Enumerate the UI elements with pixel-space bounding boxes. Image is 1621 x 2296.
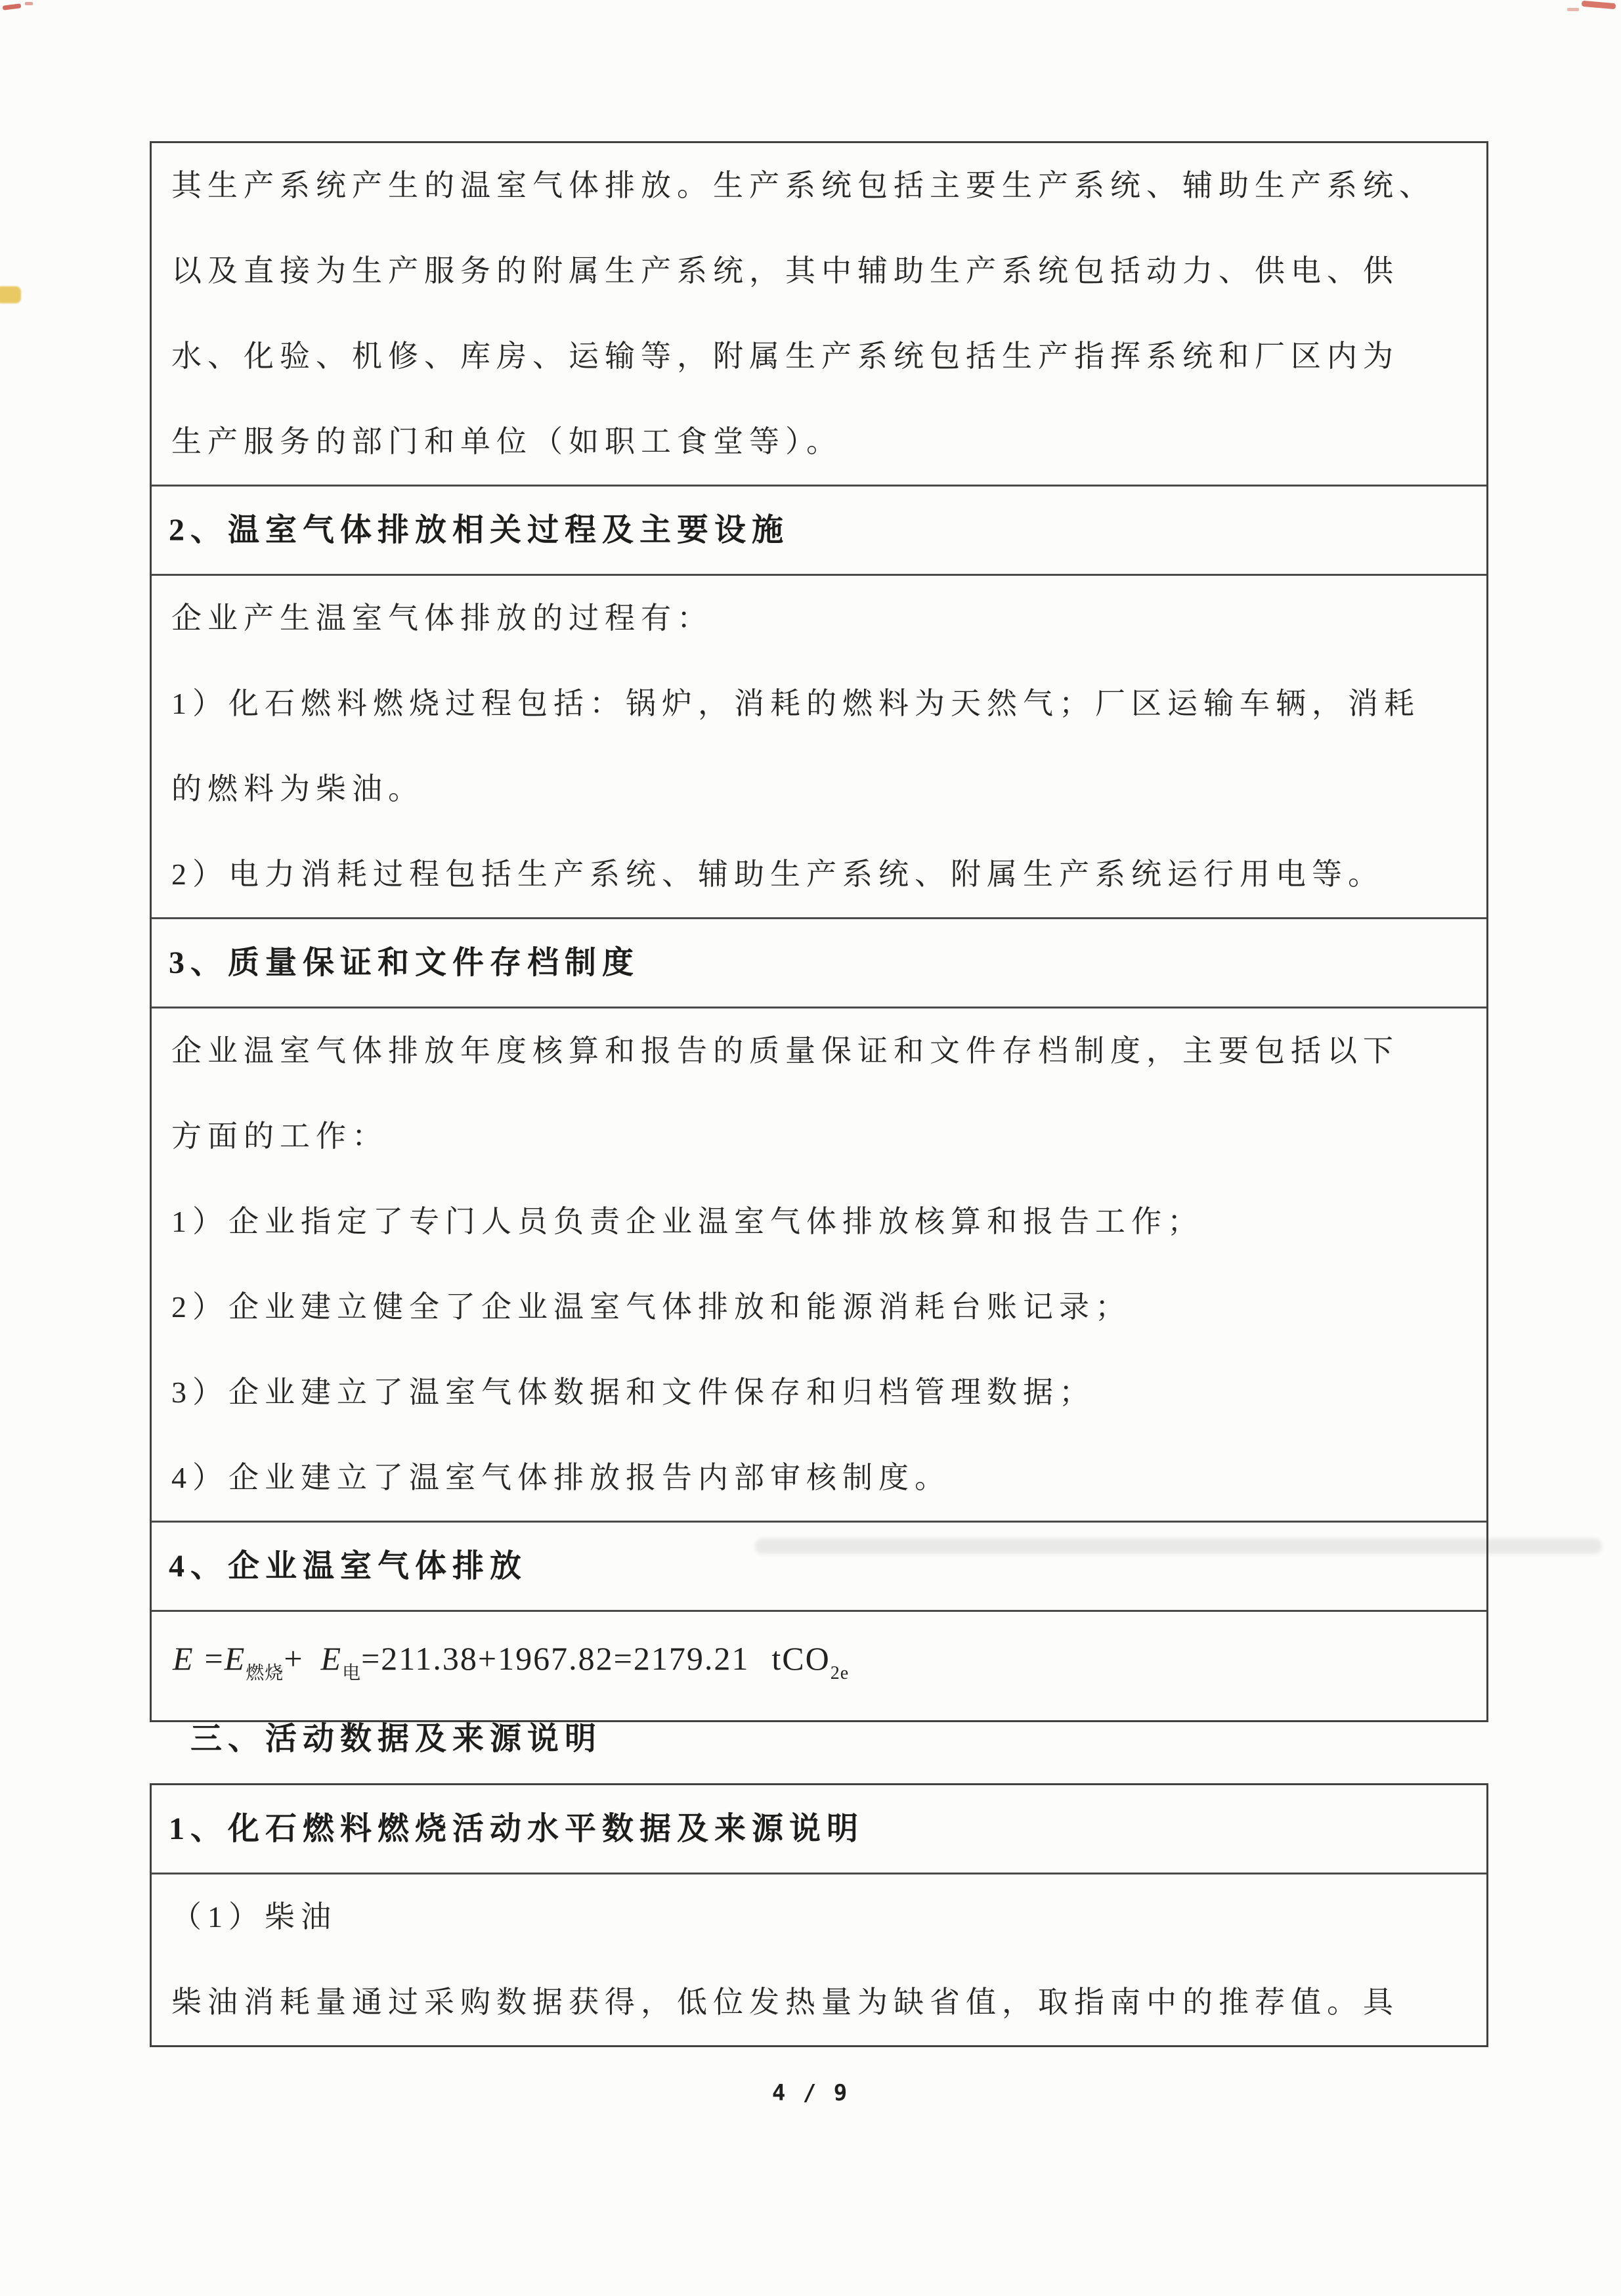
paragraph-line: 1）企业指定了专门人员负责企业温室气体排放核算和报告工作； <box>171 1205 1203 1238</box>
paragraph-line: 生产服务的部门和单位（如职工食堂等）。 <box>171 425 842 458</box>
quality-assurance-paragraph <box>152 1007 1486 1521</box>
scan-artifact-red-top-left <box>3 3 22 10</box>
page-number: 4 / 9 <box>771 2080 850 2106</box>
paragraph-line: 以及直接为生产服务的附属生产系统，其中辅助生产系统包括动力、供电、供 <box>171 254 1399 288</box>
paragraph-line: 1）化石燃料燃烧过程包括：锅炉，消耗的燃料为天然气；厂区运输车辆，消耗 <box>171 687 1420 720</box>
paragraph-line: 2）电力消耗过程包括生产系统、辅助生产系统、附属生产系统运行用电等。 <box>171 857 1384 891</box>
emission-process-paragraph <box>152 574 1486 917</box>
formula-lhs-E: E <box>173 1640 194 1677</box>
formula-unit-subscript: 2e <box>830 1663 850 1683</box>
paragraph-line: 柴油消耗量通过采购数据获得，低位发热量为缺省值，取指南中的推荐值。具 <box>171 1985 1399 2019</box>
activity-data-section-heading: 三、活动数据及来源说明 <box>190 1722 603 1756</box>
section-header-enterprise-emission: 4、企业温室气体排放 <box>152 1521 1486 1610</box>
paragraph-line: 4）企业建立了温室气体排放报告内部审核制度。 <box>171 1461 951 1494</box>
paragraph-line: 3）企业建立了温室气体数据和文件保存和归档管理数据； <box>171 1375 1095 1409</box>
formula-plus: + <box>284 1640 304 1677</box>
diesel-paragraph <box>152 1873 1486 2045</box>
paragraph-line: 2）企业建立健全了企业温室气体排放和能源消耗台账记录； <box>171 1290 1131 1324</box>
scan-artifact-red-top-right <box>1582 1 1616 9</box>
formula-term-combustion: E <box>224 1640 246 1677</box>
emission-formula <box>152 1610 1486 1720</box>
paragraph-line: 水、化验、机修、库房、运输等，附属生产系统包括生产指挥系统和厂区内为 <box>171 339 1399 373</box>
paragraph-line: 企业产生温室气体排放的过程有： <box>171 601 713 635</box>
section-header-fossil-fuel-activity: 1、化石燃料燃烧活动水平数据及来源说明 <box>169 1811 865 1846</box>
formula-term-electricity: E <box>320 1640 343 1677</box>
section-header-quality-assurance: 3、质量保证和文件存档制度 <box>152 917 1486 1007</box>
paragraph-line: （1）柴油 <box>171 1900 337 1934</box>
ghg-report-table <box>150 141 1488 1722</box>
formula-subscript-combustion: 燃烧 <box>246 1663 284 1683</box>
paragraph-line: 其生产系统产生的温室气体排放。生产系统包括主要生产系统、辅助生产系统、 <box>171 169 1435 202</box>
paragraph-line: 方面的工作： <box>171 1119 388 1153</box>
scan-artifact-yellow-left-edge <box>0 286 21 303</box>
scan-artifact-red-top-left-2 <box>25 2 33 5</box>
formula-result: =211.38+1967.82=2179.21 <box>361 1640 750 1677</box>
formula-equals: = <box>204 1640 225 1677</box>
production-system-paragraph <box>152 143 1486 485</box>
section-header-emission-process: 2、温室气体排放相关过程及主要设施 <box>152 485 1486 574</box>
paragraph-line: 的燃料为柴油。 <box>171 772 424 806</box>
paragraph-line: 企业温室气体排放年度核算和报告的质量保证和文件存档制度，主要包括以下 <box>171 1034 1399 1068</box>
formula-unit: tCO <box>771 1640 831 1677</box>
formula-subscript-electricity: 电 <box>342 1663 362 1683</box>
activity-data-table <box>150 1783 1488 2047</box>
scan-artifact-red-top-right-2 <box>1567 8 1579 11</box>
